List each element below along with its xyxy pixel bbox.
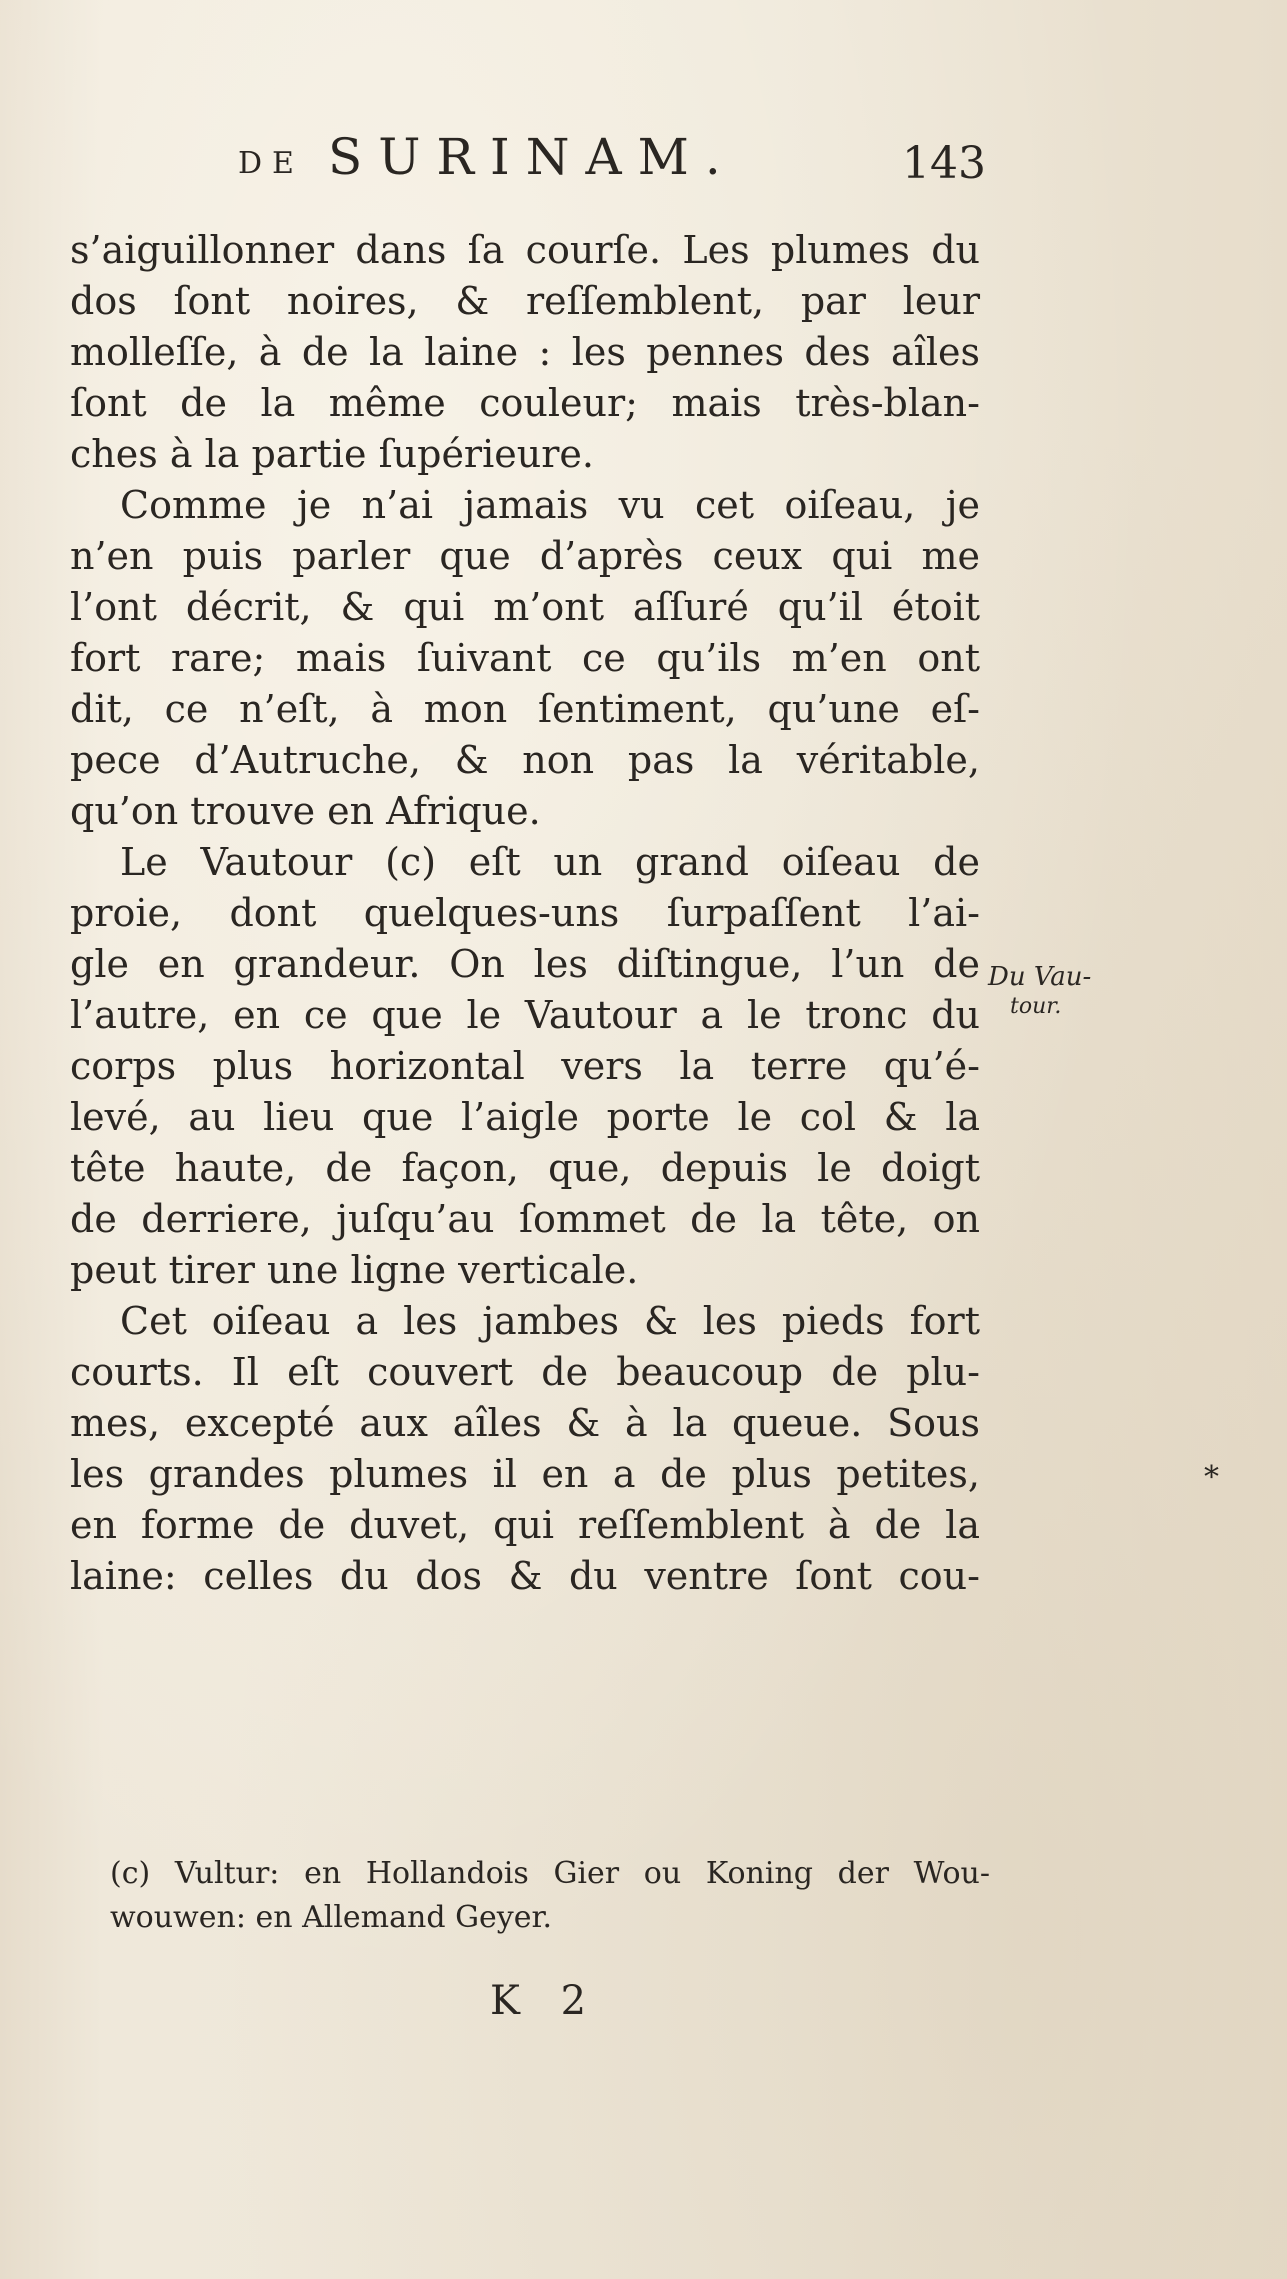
margin-note-line-2: tour. bbox=[1010, 994, 1062, 1019]
text-line: l’ont décrit, & qui m’ont aſſuré qu’il étoit bbox=[70, 585, 980, 629]
running-head-title: SURINAM. bbox=[328, 128, 737, 186]
margin-asterisk: * bbox=[1204, 1460, 1219, 1495]
text-line: tête haute, de façon, que, depuis le doigt bbox=[70, 1146, 980, 1190]
text-line: de derriere, juſqu’au ſommet de la tête, on bbox=[70, 1197, 980, 1241]
text-line: laine: celles du dos & du ventre ſont cou- bbox=[70, 1554, 980, 1598]
text-line: les grandes plumes il en a de plus petites, bbox=[70, 1452, 980, 1496]
text-line: ſont de la même couleur; mais très-blan- bbox=[70, 381, 980, 425]
text-line: n’en puis parler que d’après ceux qui me bbox=[70, 534, 980, 578]
text-line: Le Vautour (c) eſt un grand oiſeau de bbox=[120, 840, 980, 884]
footnote-line: wouwen: en Allemand Geyer. bbox=[110, 1900, 553, 1935]
text-line: dit, ce n’eſt, à mon ſentiment, qu’une eſ- bbox=[70, 687, 980, 731]
text-line: pece d’Autruche, & non pas la véritable, bbox=[70, 738, 980, 782]
text-line: en forme de duvet, qui reſſemblent à de la bbox=[70, 1503, 980, 1547]
text-line: Cet oiſeau a les jambes & les pieds fort bbox=[120, 1299, 980, 1343]
margin-note-line-1: Du Vau- bbox=[988, 962, 1092, 992]
text-line: fort rare; mais ſuivant ce qu’ils m’en ont bbox=[70, 636, 980, 680]
text-line: qu’on trouve en Afrique. bbox=[70, 789, 541, 833]
text-line: l’autre, en ce que le Vautour a le tronc du bbox=[70, 993, 980, 1037]
running-head-prefix: DE bbox=[238, 146, 304, 181]
text-line: mes, excepté aux aîles & à la queue. Sous bbox=[70, 1401, 980, 1445]
text-line: levé, au lieu que l’aigle porte le col & la bbox=[70, 1095, 980, 1139]
text-line: proie, dont quelques-uns ſurpaſſent l’ai- bbox=[70, 891, 980, 935]
text-line: courts. Il eſt couvert de beaucoup de plu- bbox=[70, 1350, 980, 1394]
page-number: 143 bbox=[902, 138, 986, 189]
footnote bbox=[110, 1852, 990, 1940]
text-line: ches à la partie ſupérieure. bbox=[70, 432, 594, 476]
text-line: s’aiguillonner dans ſa courſe. Les plumes du bbox=[70, 228, 980, 272]
footnote-line: (c) Vultur: en Hollandois Gier ou Koning der Wou- bbox=[110, 1856, 990, 1891]
text-line: peut tirer une ligne verticale. bbox=[70, 1248, 639, 1292]
text-line: gle en grandeur. On les diſtingue, l’un de bbox=[70, 942, 980, 986]
text-line: molleſſe, à de la laine : les pennes des aîles bbox=[70, 330, 980, 374]
body-text bbox=[70, 225, 990, 1602]
running-head bbox=[70, 128, 986, 189]
text-line: corps plus horizontal vers la terre qu’é- bbox=[70, 1044, 980, 1088]
text-line: dos ſont noires, & reſſemblent, par leur bbox=[70, 279, 980, 323]
text-line: Comme je n’ai jamais vu cet oiſeau, je bbox=[120, 483, 980, 527]
signature-mark: K 2 bbox=[490, 1978, 601, 2024]
